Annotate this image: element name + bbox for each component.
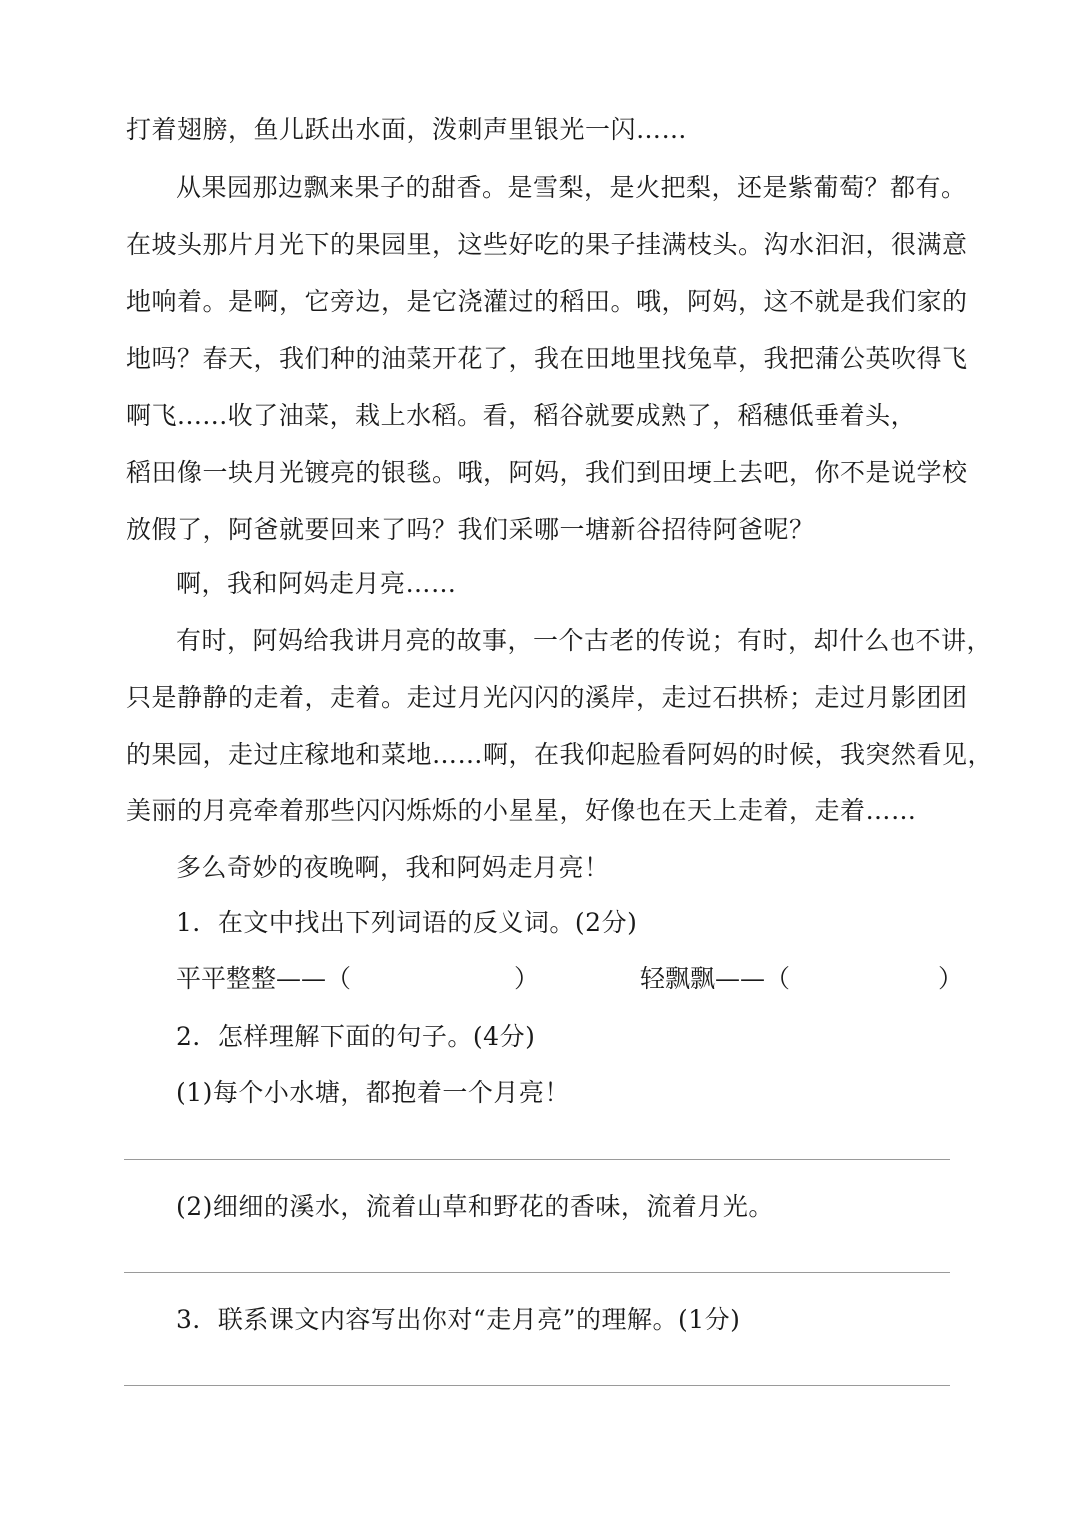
passage-line: 稻田像一块月光镀亮的银毯。哦，阿妈，我们到田埂上去吧，你不是说学校: [126, 458, 968, 487]
answer-line-2: [124, 1272, 950, 1273]
question-3: 3．联系课文内容写出你对“走月亮”的理解。(1分): [176, 1305, 741, 1334]
antonym-word-2: 轻飘飘——（: [640, 964, 791, 993]
question-2-sentence-2: (2)细细的溪水，流着山草和野花的香味，流着月光。: [176, 1192, 774, 1221]
passage-line: 从果园那边飘来果子的甜香。是雪梨，是火把梨，还是紫葡萄？都有。: [176, 173, 967, 202]
question-2: 2．怎样理解下面的句子。(4分): [176, 1022, 536, 1051]
passage-line: 打着翅膀，鱼儿跃出水面，泼刺声里银光一闪……: [126, 115, 688, 144]
passage-line: 啊，我和阿妈走月亮……: [176, 569, 457, 598]
antonym-blank-1-close: ）: [514, 964, 540, 993]
question-1: 1．在文中找出下列词语的反义词。(2分): [176, 908, 638, 937]
answer-line-3: [124, 1385, 950, 1386]
passage-line: 美丽的月亮牵着那些闪闪烁烁的小星星，好像也在天上走着，走着……: [126, 796, 917, 825]
question-2-sentence-1: (1)每个小水塘，都抱着一个月亮！: [176, 1078, 570, 1107]
answer-line-1: [124, 1159, 950, 1160]
passage-line: 地响着。是啊，它旁边，是它浇灌过的稻田。哦，阿妈，这不就是我们家的: [126, 287, 968, 316]
passage-line: 地吗？春天，我们种的油菜开花了，我在田地里找兔草，我把蒲公英吹得飞: [126, 344, 968, 373]
passage-line: 多么奇妙的夜晚啊，我和阿妈走月亮！: [176, 853, 610, 882]
passage-line: 只是静静的走着，走着。走过月光闪闪的溪岸，走过石拱桥；走过月影团团: [126, 683, 968, 712]
passage-line: 在坡头那片月光下的果园里，这些好吃的果子挂满枝头。沟水汩汩，很满意: [126, 230, 968, 259]
passage-line: 放假了，阿爸就要回来了吗？我们采哪一塘新谷招待阿爸呢？: [126, 515, 815, 544]
passage-line: 啊飞......收了油菜，栽上水稻。看，稻谷就要成熟了，稻穗低垂着头，: [126, 401, 917, 430]
antonym-blanks: [176, 964, 964, 994]
passage-line: 的果园，走过庄稼地和菜地……啊，在我仰起脸看阿妈的时候，我突然看见，: [126, 740, 994, 769]
antonym-blank-2-close: ）: [938, 964, 964, 993]
passage-line: 有时，阿妈给我讲月亮的故事，一个古老的传说；有时，却什么也不讲，: [176, 626, 993, 655]
antonym-word-1: 平平整整——（: [176, 964, 352, 993]
